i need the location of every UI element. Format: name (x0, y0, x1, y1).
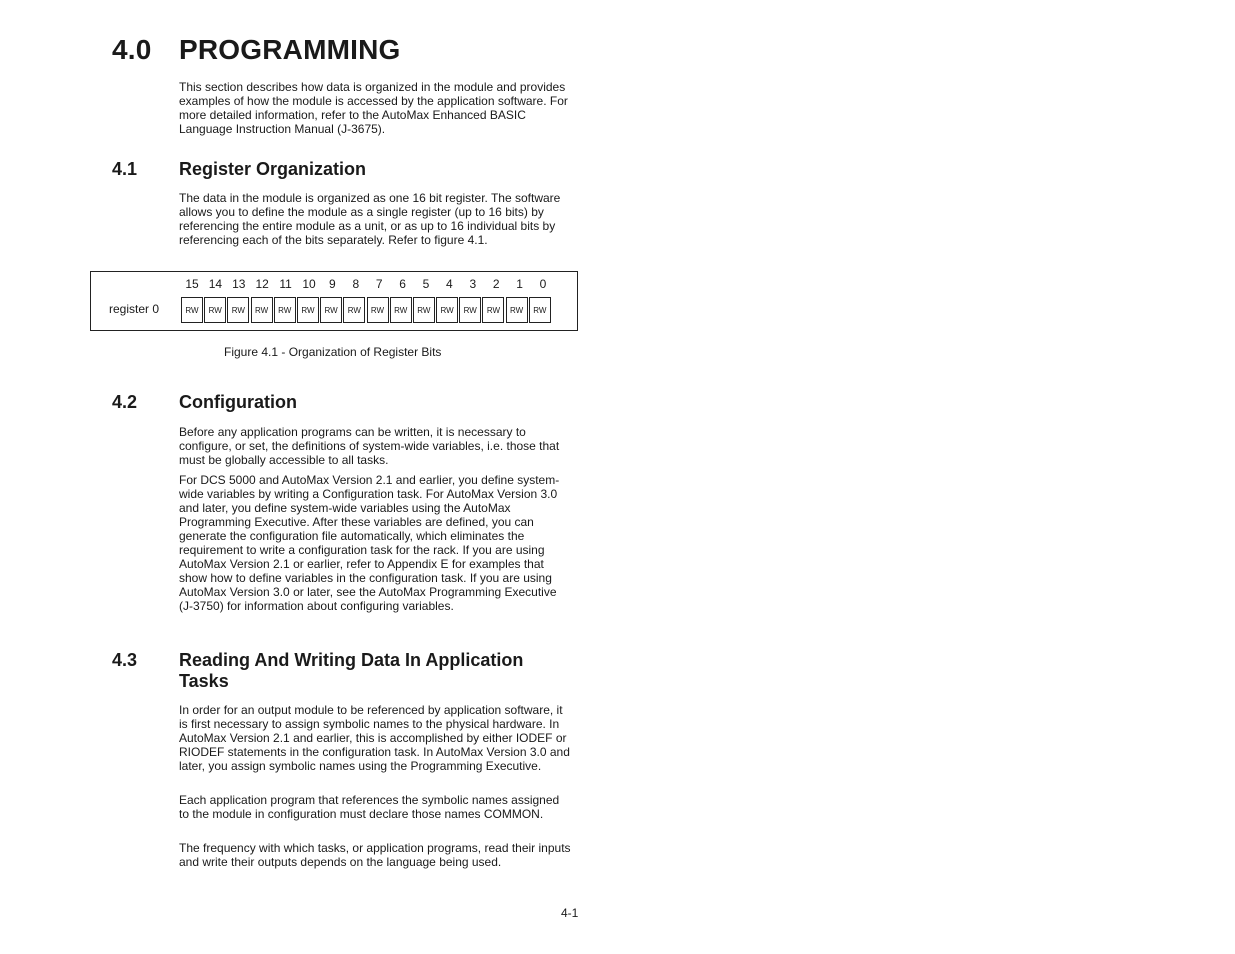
section-4-2-paragraph-2: For DCS 5000 and AutoMax Version 2.1 and earlier, you define system-wide variables by writing a Configuration task. For AutoMax Version 3.0 and later, you define system-wide variables using the AutoMax Programming Executive. After these variables are defined, you can generate the configuration file automatically, which eliminates the requirement to write a configuration task for the rack. If you are using AutoMax Version 2.1 or earlier, refer to Appendix E for examples that show how to define variables in the configuration task. If you are using AutoMax Version 3.0 or later, see the AutoMax Programming Executive (J-3750) for information about configuring variables. (179, 473, 560, 613)
register-figure (90, 271, 578, 331)
heading-number: 4.0 (112, 34, 152, 65)
figure-caption: Figure 4.1 - Organization of Register Bits (224, 345, 442, 359)
section-4-2-paragraph-1: Before any application programs can be written, it is necessary to configure, or set, the definitions of system-wide variables, i.e. those that must be globally accessible to all tasks. (179, 425, 560, 467)
bit-cell: RW (367, 297, 389, 323)
section-4-2-number: 4.2 (112, 392, 138, 412)
bit-cell: RW (297, 297, 319, 323)
bit-number: 9 (329, 277, 336, 291)
bit-cell: RW (204, 297, 226, 323)
bit-cell: RW (390, 297, 412, 323)
bit-number: 8 (352, 277, 360, 291)
section-4-3-paragraph-3: The frequency with which tasks, or application programs, read their inputs and write their outputs depends on the language being used. (179, 841, 571, 869)
bit-cell: RW (227, 297, 249, 323)
bit-number: 2 (492, 277, 500, 291)
bit-cell: RW (436, 297, 458, 323)
section-4-2-title: Configuration (179, 392, 297, 412)
bit-cell: RW (529, 297, 551, 323)
bit-number: 1 (516, 277, 523, 291)
register-label: register 0 (109, 302, 160, 316)
bit-number: 7 (375, 277, 383, 291)
bit-cell: RW (343, 297, 365, 323)
bit-number: 10 (302, 277, 316, 291)
section-4-3-paragraph-2: Each application program that references the symbolic names assigned to the module in configuration must declare those names COMMON. (179, 793, 560, 821)
bit-number: 6 (399, 277, 406, 291)
section-4-1-body: The data in the module is organized as one 16 bit register. The software allows you to define the module as a single register (up to 16 bits) by referencing the entire module as a unit, or as up to 16 individual bits by referencing each of the bits separately. Refer to figure 4.1. (179, 191, 561, 247)
bit-cell-row (181, 297, 552, 323)
section-4-1-title: Register Organization (179, 159, 367, 179)
section-4-3-number: 4.3 (112, 650, 138, 670)
bit-cell: RW (274, 297, 296, 323)
intro-paragraph: This section describes how data is organized in the module and provides examples of how the module is accessed by the application software. For more detailed information, refer to the AutoMax Enhanced BASIC Language Instruction Manual (J-3675). (179, 80, 568, 136)
section-4-1-number: 4.1 (112, 159, 138, 179)
section-4-3-title: Reading And Writing Data In Application Tasks (179, 650, 524, 691)
heading-title: PROGRAMMING (179, 34, 401, 65)
page-heading (112, 34, 401, 66)
bit-number: 11 (279, 277, 292, 291)
bit-cell: RW (413, 297, 435, 323)
section-4-3-paragraph-1: In order for an output module to be referenced by application software, it is first necessary to assign symbolic names to the physical hardware. In AutoMax Version 2.1 and earlier, this is accomplished by either IODEF or RIODEF statements in the configuration task. In AutoMax Version 3.0 and later, you assign symbolic names using the Programming Executive. (179, 703, 570, 773)
bit-cell: RW (320, 297, 342, 323)
bit-number-row (181, 277, 563, 293)
bit-cell: RW (506, 297, 528, 323)
bit-number: 12 (255, 277, 269, 291)
page-number: 4-1 (561, 906, 579, 920)
bit-number: 14 (208, 277, 223, 291)
bit-number: 3 (469, 277, 477, 291)
bit-cell: RW (482, 297, 504, 323)
bit-number: 0 (539, 277, 547, 291)
bit-cell: RW (459, 297, 481, 323)
bit-number: 4 (446, 277, 453, 291)
bit-number: 15 (185, 277, 199, 291)
bit-number: 5 (422, 277, 430, 291)
bit-cell: RW (251, 297, 273, 323)
bit-number: 13 (232, 277, 246, 291)
bit-cell: RW (181, 297, 203, 323)
